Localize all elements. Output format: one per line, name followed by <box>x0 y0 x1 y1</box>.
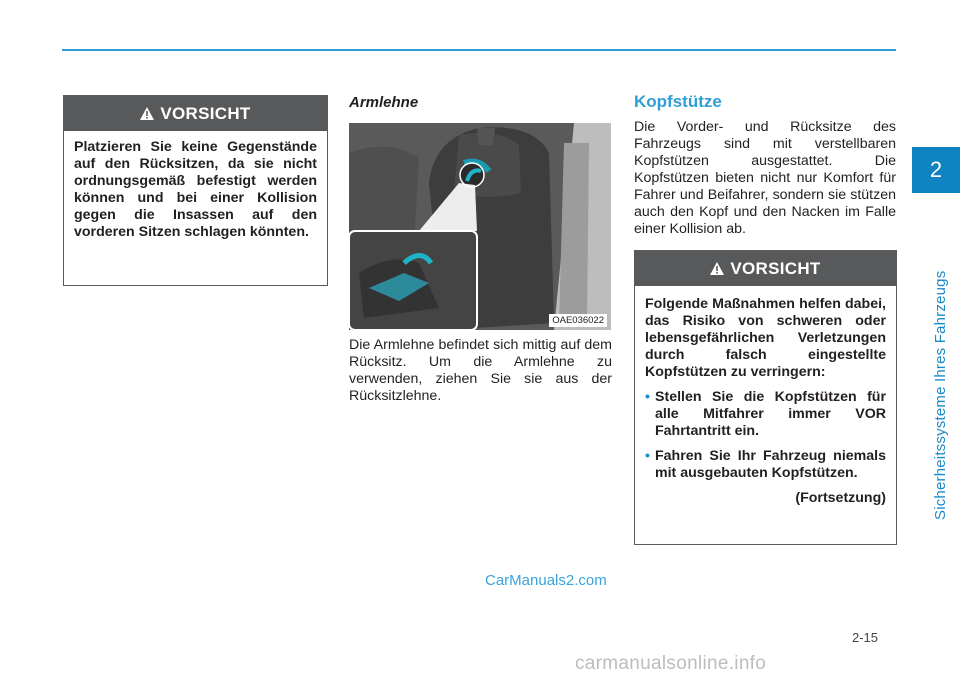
caution-box-right <box>634 250 897 545</box>
caution-body <box>635 286 896 517</box>
footer-watermark: carmanualsonline.info <box>575 653 767 674</box>
top-rule <box>62 49 896 51</box>
caution-box-left <box>63 95 328 286</box>
seat-illustration <box>349 123 611 330</box>
chapter-tab <box>912 147 960 193</box>
armrest-photo <box>349 123 611 330</box>
chapter-title: Sicherheitssysteme Ihres Fahrzeugs <box>932 270 949 520</box>
watermark-link[interactable]: CarManuals2.com <box>485 572 607 589</box>
warning-triangle-icon <box>140 107 154 120</box>
chapter-number: 2 <box>929 157 943 182</box>
caution-bullet: • Stellen Sie die Kopfstützen für alle Mitfahrer immer VOR Fahrtantritt ein. <box>645 389 886 440</box>
armrest-text: Die Armlehne befindet sich mittig auf dem Rücksitz. Um die Armlehne zu verwenden, ziehen Sie sie aus der Rücksitzlehne. <box>349 337 612 404</box>
caution-header-label: VORSICHT <box>730 258 821 278</box>
headrest-heading: Kopfstütze <box>634 92 722 111</box>
caution-bullet: • Fahren Sie Ihr Fahrzeug niemals mit ausgebauten Kopfstützen. <box>645 448 886 482</box>
page-number: 2-15 <box>852 630 879 645</box>
caution-header <box>635 251 896 286</box>
headrest-text: Die Vorder- und Rücksitze des Fahrzeugs sind mit verstellbaren Kopfstützen ausgestattet. Die Kopfstützen bieten nicht nur Komfort für Fahrer und Beifahrer, sondern sie stützen auch den Kopf und den Nacken im Falle einer Kollision ab. <box>634 119 896 237</box>
caution-intro: Folgende Maßnahmen helfen dabei, das Risiko von schweren oder lebensgefährlichen Verletzungen durch falsch eingestellte Kopfstützen zu verringern: <box>645 296 886 380</box>
armrest-heading: Armlehne <box>349 94 419 111</box>
caution-header <box>64 96 327 131</box>
image-code: OAE036022 <box>549 314 607 327</box>
caution-header-label: VORSICHT <box>160 103 251 123</box>
warning-triangle-icon <box>710 262 724 275</box>
caution-text: Platzieren Sie keine Gegenstände auf den Rücksitzen, da sie nicht ordnungsgemäß befestigt werden können und bei einer Kollision gegen die Insassen auf den vorderen Sitzen schlagen könnten. <box>74 139 317 240</box>
continued-note: (Fortsetzung) <box>795 490 886 506</box>
